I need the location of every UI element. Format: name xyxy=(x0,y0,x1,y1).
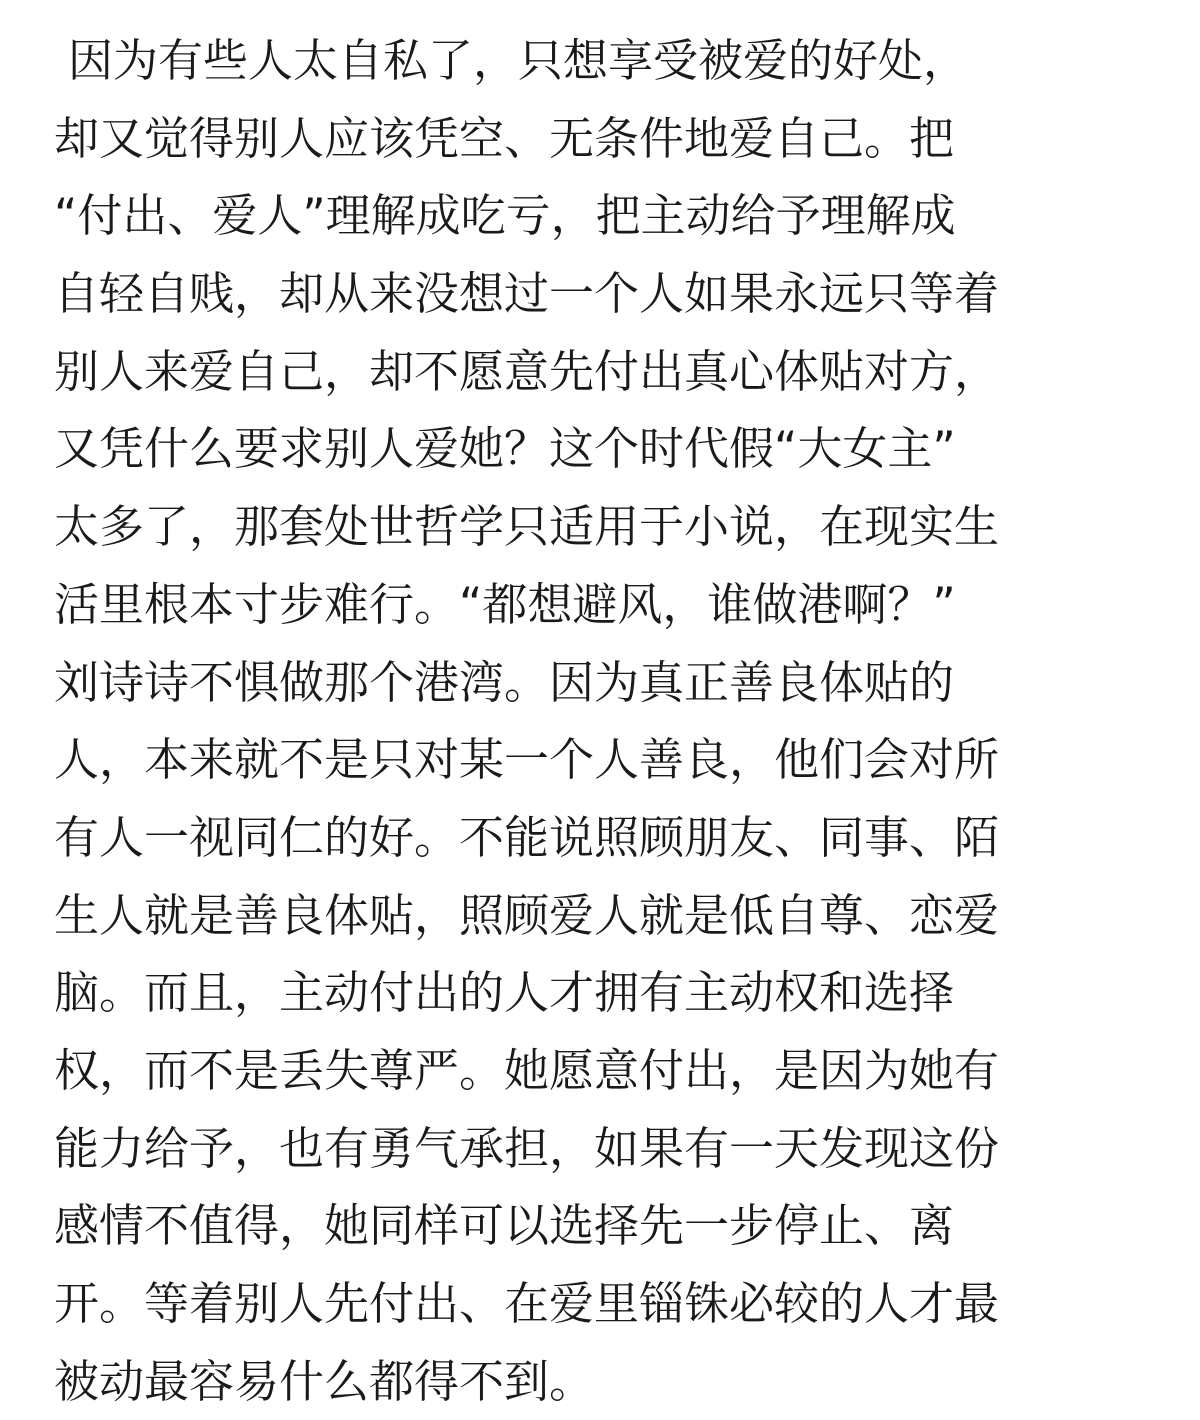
text-line-2: 却又觉得别人应该凭空、无条件地爱自己。把 xyxy=(54,111,955,165)
article-text xyxy=(54,0,1154,1420)
text-line-8: 活里根本寸步难行。“都想避风，谁做港啊？” xyxy=(54,577,956,631)
text-line-14: 权，而不是丢失尊严。她愿意付出，是因为她有 xyxy=(54,1043,1000,1097)
text-line-4: 自轻自贱，却从来没想过一个人如果永远只等着 xyxy=(54,267,1000,321)
text-line-18: 被动最容易什么都得不到。 xyxy=(54,1354,595,1408)
text-line-13: 脑。而且，主动付出的人才拥有主动权和选择 xyxy=(54,966,955,1020)
text-line-10: 人，本来就不是只对某一个人善良，他们会对所 xyxy=(54,733,1000,787)
text-line-7: 太多了，那套处世哲学只适用于小说，在现实生 xyxy=(54,500,1000,554)
text-line-1: 因为有些人太自私了，只想享受被爱的好处， xyxy=(68,34,969,87)
text-line-3: “付出、爱人”理解成吃亏，把主动给予理解成 xyxy=(54,189,956,243)
text-line-6: 又凭什么要求别人爱她？这个时代假“大女主” xyxy=(54,422,956,476)
text-line-12: 生人就是善良体贴，照顾爱人就是低自尊、恋爱 xyxy=(54,888,1000,942)
text-line-16: 感情不值得，她同样可以选择先一步停止、离 xyxy=(54,1199,955,1253)
text-line-15: 能力给予，也有勇气承担，如果有一天发现这份 xyxy=(54,1121,1000,1175)
text-line-11: 有人一视同仁的好。不能说照顾朋友、同事、陌 xyxy=(54,810,1000,864)
text-line-9: 刘诗诗不惧做那个港湾。因为真正善良体贴的 xyxy=(54,655,955,709)
text-line-5: 别人来爱自己，却不愿意先付出真心体贴对方， xyxy=(54,344,1000,398)
text-line-17: 开。等着别人先付出、在爱里锱铢必较的人才最 xyxy=(54,1277,1000,1330)
